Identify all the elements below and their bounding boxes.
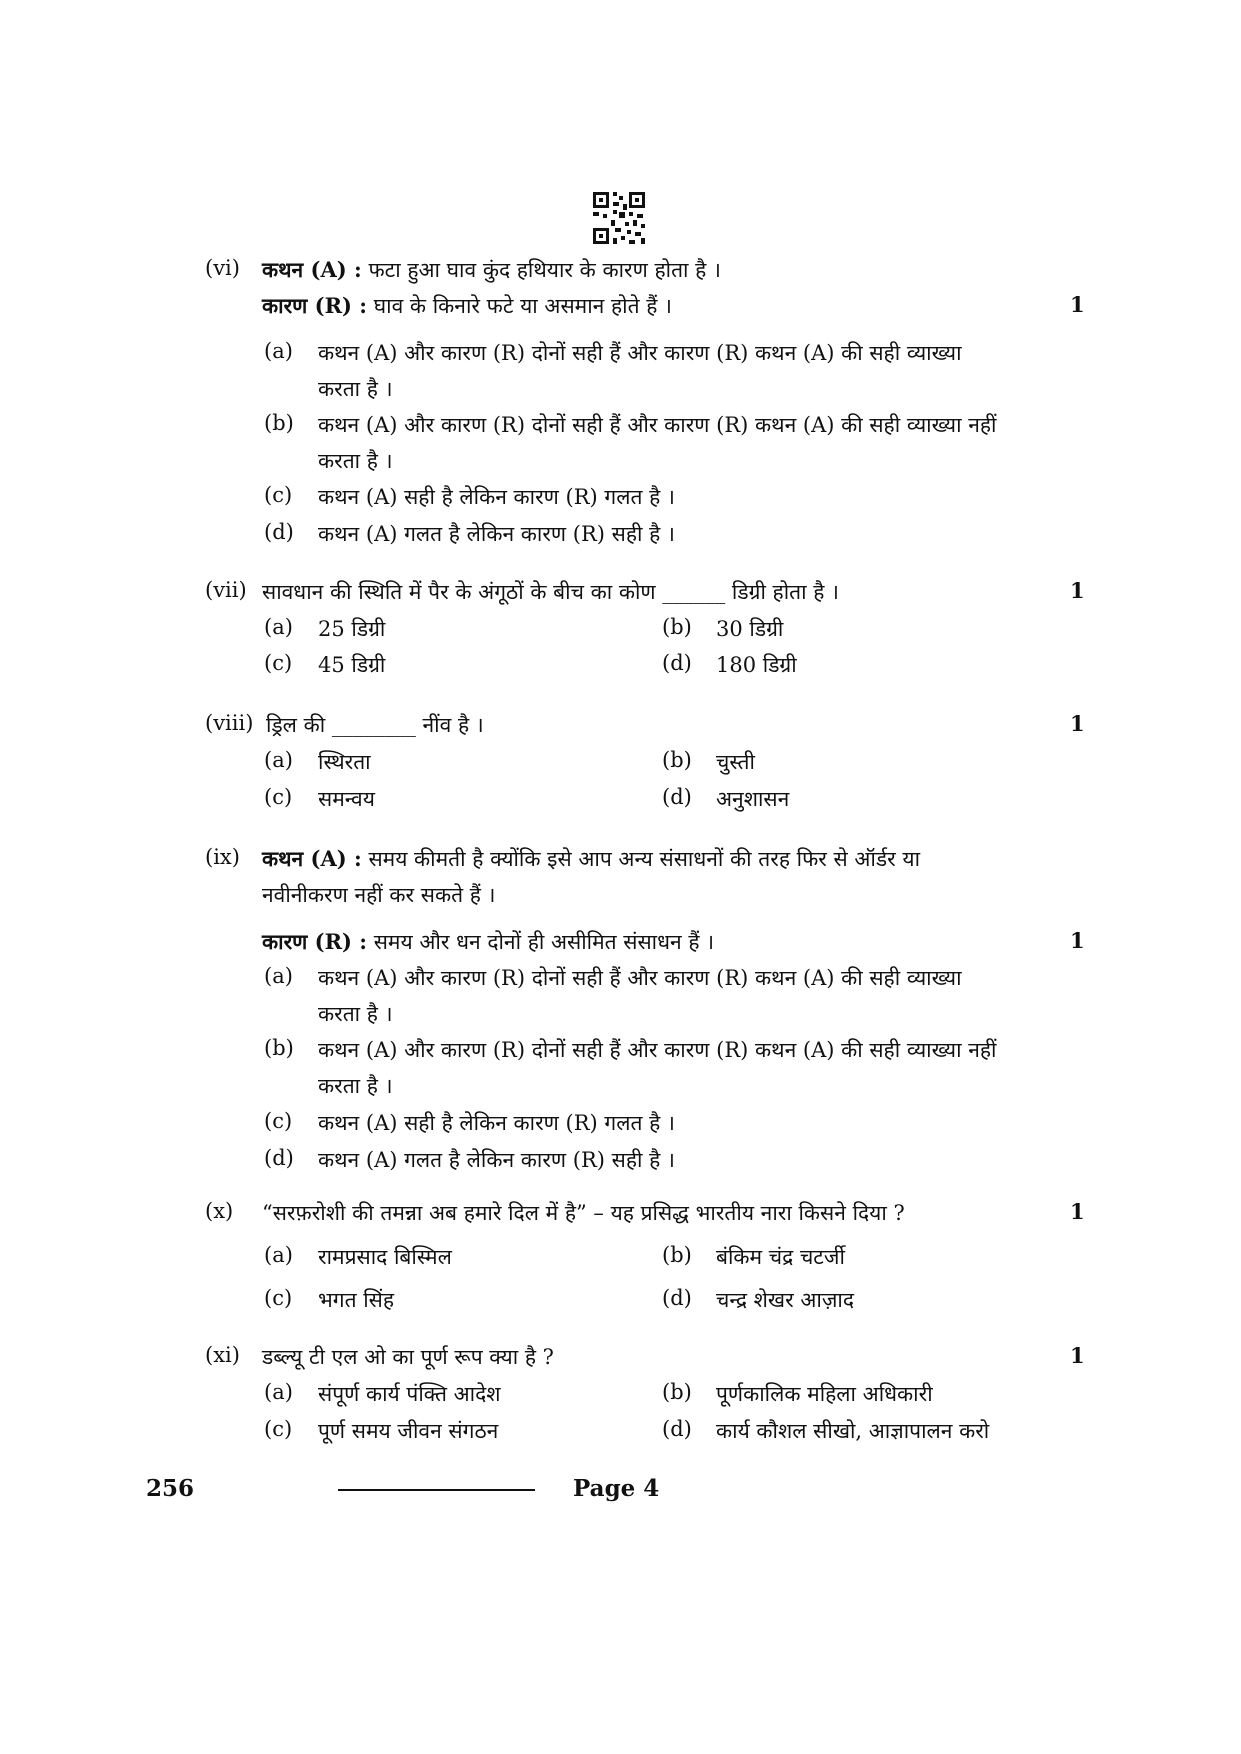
option-text: कार्य कौशल सीखो, आज्ञापालन करो bbox=[716, 1419, 990, 1443]
assertion-text: फटा हुआ घाव कुंद हथियार के कारण होता है । bbox=[368, 258, 721, 282]
paper-code: 256 bbox=[146, 1475, 195, 1502]
option-label: (d) bbox=[662, 651, 692, 675]
option-label: (a) bbox=[264, 964, 293, 988]
option-label: (c) bbox=[264, 483, 293, 507]
option-text: 25 डिग्री bbox=[318, 617, 386, 641]
option-label: (a) bbox=[264, 615, 293, 639]
option-label: (d) bbox=[264, 520, 294, 544]
question-number: (vi) bbox=[205, 256, 240, 280]
question-number: (xi) bbox=[205, 1343, 240, 1367]
option-text: कथन (A) और कारण (R) दोनों सही हैं और कारण (R) कथन (A) की सही व्याख्या bbox=[318, 341, 962, 365]
question-number: (x) bbox=[205, 1199, 234, 1223]
option-label: (c) bbox=[264, 1109, 293, 1133]
reason bbox=[262, 292, 672, 320]
option-label: (a) bbox=[264, 339, 293, 363]
option-text-cont: करता है । bbox=[318, 449, 393, 473]
option-text: कथन (A) और कारण (R) दोनों सही हैं और कारण (R) कथन (A) की सही व्याख्या नहीं bbox=[318, 413, 997, 437]
qr-code-icon bbox=[591, 190, 647, 246]
option-text: कथन (A) सही है लेकिन कारण (R) गलत है । bbox=[318, 485, 675, 509]
footer-divider bbox=[338, 1489, 535, 1491]
question-text: सावधान की स्थिति में पैर के अंगूठों के बीच का कोण ______ डिग्री होता है । bbox=[262, 580, 840, 604]
option-text: अनुशासन bbox=[716, 787, 790, 811]
option-text: कथन (A) गलत है लेकिन कारण (R) सही है । bbox=[318, 522, 675, 546]
option-text-cont: करता है । bbox=[318, 1074, 393, 1098]
option-label: (c) bbox=[264, 785, 293, 809]
option-label: (a) bbox=[264, 1380, 293, 1404]
question-text: “सरफ़रोशी की तमन्ना अब हमारे दिल में है” – यह प्रसिद्ध भारतीय नारा किसने दिया ? bbox=[262, 1201, 905, 1225]
question-text: डब्ल्यू टी एल ओ का पूर्ण रूप क्या है ? bbox=[262, 1345, 554, 1369]
option-label: (c) bbox=[264, 1286, 293, 1310]
option-text: कथन (A) गलत है लेकिन कारण (R) सही है । bbox=[318, 1148, 675, 1172]
option-label: (d) bbox=[662, 1417, 692, 1441]
option-label: (d) bbox=[662, 1286, 692, 1310]
assertion-label: कथन (A) : bbox=[262, 257, 362, 282]
reason-text: समय और धन दोनों ही असीमित संसाधन हैं । bbox=[373, 930, 715, 954]
option-text: बंकिम चंद्र चटर्जी bbox=[716, 1245, 845, 1269]
marks: 1 bbox=[1070, 578, 1085, 603]
marks: 1 bbox=[1070, 1199, 1085, 1224]
option-label: (b) bbox=[662, 1380, 692, 1404]
reason bbox=[262, 928, 714, 956]
assertion-text-cont: नवीनीकरण नहीं कर सकते हैं । bbox=[262, 883, 496, 907]
option-text: रामप्रसाद बिस्मिल bbox=[318, 1245, 452, 1269]
marks: 1 bbox=[1070, 928, 1085, 953]
reason-text: घाव के किनारे फटे या असमान होते हैं । bbox=[373, 294, 672, 318]
option-text: कथन (A) और कारण (R) दोनों सही हैं और कारण (R) कथन (A) की सही व्याख्या नहीं bbox=[318, 1038, 997, 1062]
question-number: (ix) bbox=[205, 845, 240, 869]
question-text: ड्रिल की ________ नींव है । bbox=[266, 713, 484, 737]
option-text: चुस्ती bbox=[716, 750, 755, 774]
option-text: भगत सिंह bbox=[318, 1288, 395, 1312]
page-number: Page 4 bbox=[573, 1475, 660, 1502]
option-text: 45 डिग्री bbox=[318, 653, 386, 677]
option-label: (a) bbox=[264, 748, 293, 772]
option-text: पूर्णकालिक महिला अधिकारी bbox=[716, 1382, 933, 1406]
option-label: (c) bbox=[264, 1417, 293, 1441]
option-label: (b) bbox=[662, 1243, 692, 1267]
marks: 1 bbox=[1070, 292, 1085, 317]
option-label: (c) bbox=[264, 651, 293, 675]
option-label: (b) bbox=[662, 615, 692, 639]
assertion bbox=[262, 256, 721, 284]
option-text: स्थिरता bbox=[318, 750, 371, 774]
assertion-text: समय कीमती है क्योंकि इसे आप अन्य संसाधनों की तरह फिर से ऑर्डर या bbox=[368, 847, 921, 871]
option-text: 180 डिग्री bbox=[716, 653, 797, 677]
reason-label: कारण (R) : bbox=[262, 293, 368, 318]
question-number: (viii) bbox=[205, 711, 254, 735]
option-label: (a) bbox=[264, 1243, 293, 1267]
option-label: (b) bbox=[264, 1036, 294, 1060]
option-text: कथन (A) सही है लेकिन कारण (R) गलत है । bbox=[318, 1111, 675, 1135]
option-text: चन्द्र शेखर आज़ाद bbox=[716, 1288, 855, 1312]
marks: 1 bbox=[1070, 1343, 1085, 1368]
option-text: 30 डिग्री bbox=[716, 617, 784, 641]
question-number: (vii) bbox=[205, 578, 247, 602]
option-label: (b) bbox=[662, 748, 692, 772]
reason-label: कारण (R) : bbox=[262, 929, 368, 954]
assertion bbox=[262, 845, 920, 873]
option-text-cont: करता है । bbox=[318, 1002, 393, 1026]
option-label: (d) bbox=[264, 1146, 294, 1170]
option-text: संपूर्ण कार्य पंक्ति आदेश bbox=[318, 1382, 501, 1406]
option-label: (b) bbox=[264, 411, 294, 435]
assertion-label: कथन (A) : bbox=[262, 846, 362, 871]
marks: 1 bbox=[1070, 711, 1085, 736]
option-label: (d) bbox=[662, 785, 692, 809]
option-text-cont: करता है । bbox=[318, 377, 393, 401]
option-text: समन्वय bbox=[318, 787, 375, 811]
option-text: कथन (A) और कारण (R) दोनों सही हैं और कारण (R) कथन (A) की सही व्याख्या bbox=[318, 966, 962, 990]
option-text: पूर्ण समय जीवन संगठन bbox=[318, 1419, 499, 1443]
